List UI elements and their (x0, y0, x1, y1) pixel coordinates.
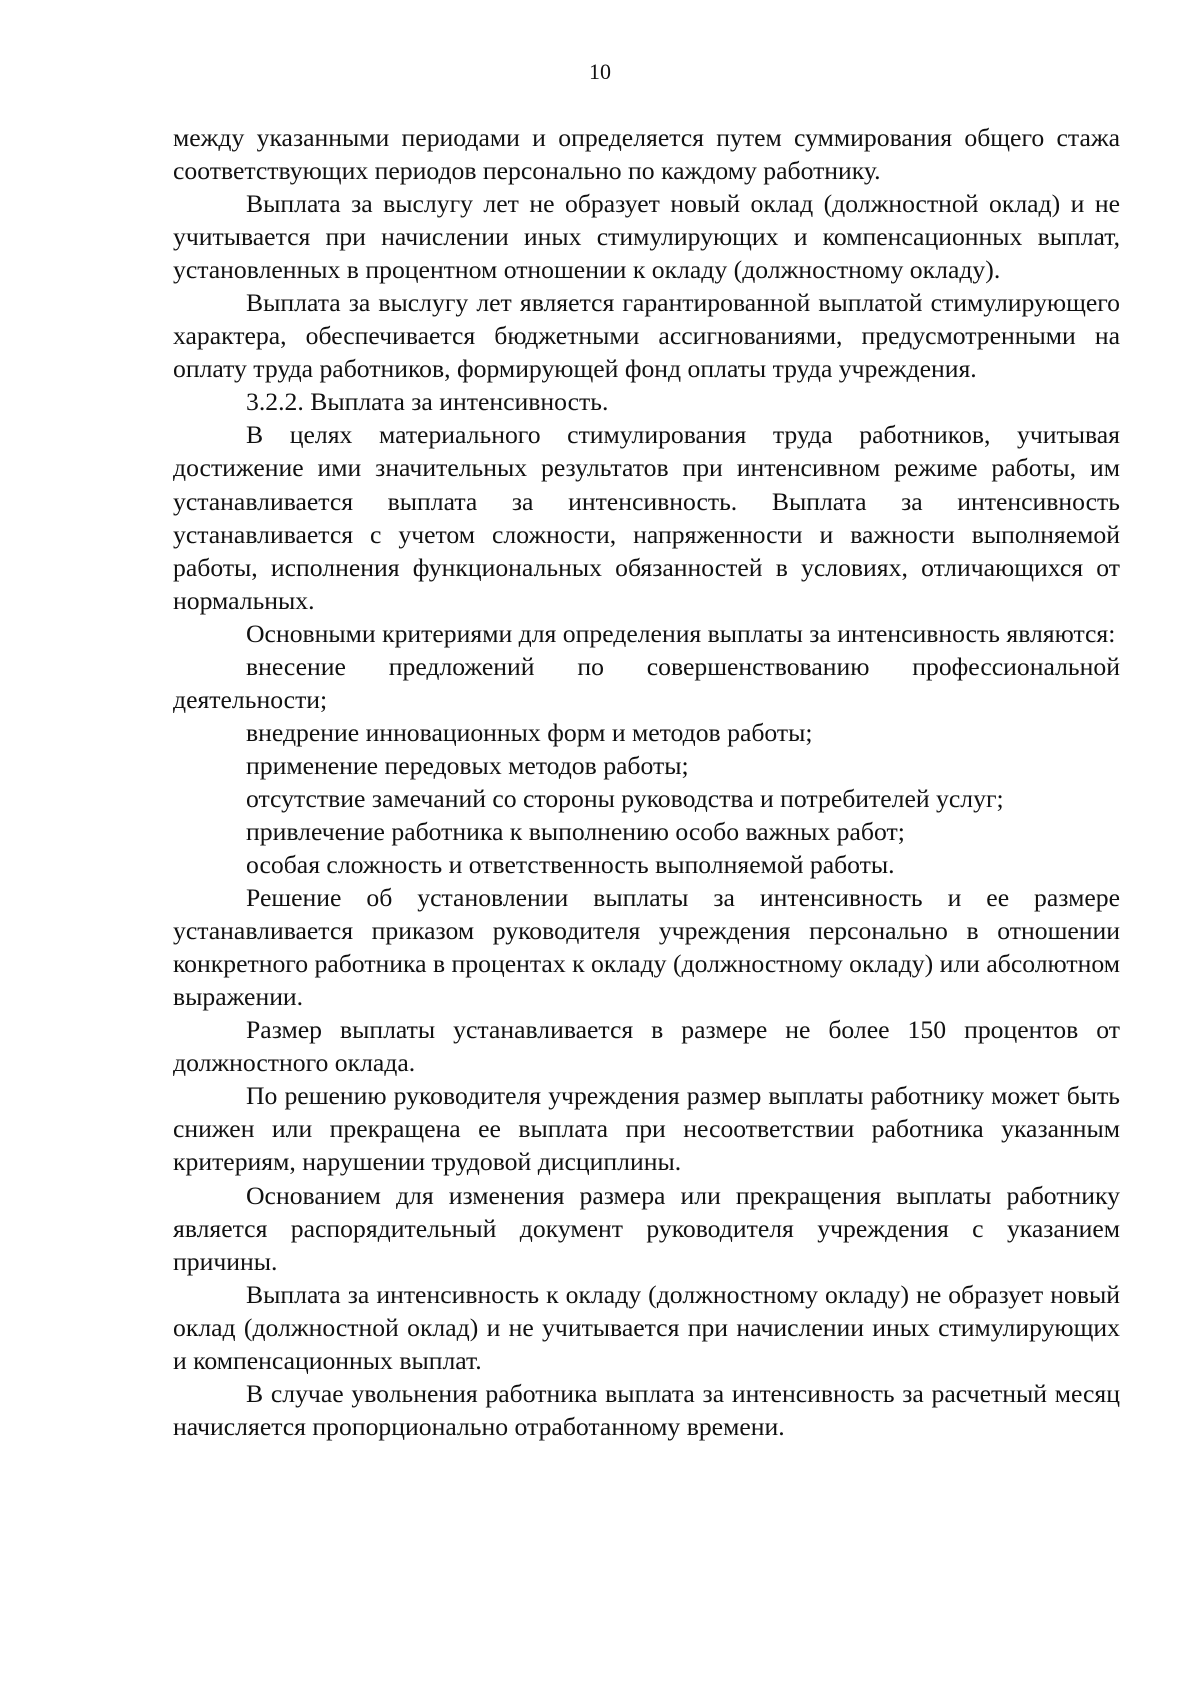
paragraph: Выплата за выслугу лет является гарантированной выплатой стимулирующего характера, обеспечивается бюджетными ассигнованиями, предусмотренными на оплату труда работников, формирующей фонд оплаты труда учреждения. (173, 288, 1120, 384)
paragraph: Размер выплаты устанавливается в размере не более 150 процентов от должностного оклада. (173, 1015, 1120, 1078)
section-heading: 3.2.2. Выплата за интенсивность. (246, 387, 609, 417)
paragraph: Основными критериями для определения выплаты за интенсивность являются: (246, 618, 1116, 648)
criteria-item: особая сложность и ответственность выполняемой работы. (246, 850, 895, 880)
paragraph: В случае увольнения работника выплата за интенсивность за расчетный месяц начисляется пропорционально отработанному времени. (173, 1378, 1120, 1441)
paragraph: Выплата за интенсивность к окладу (должностному окладу) не образует новый оклад (должностной оклад) и не учитывается при начислении иных стимулирующих и компенсационных выплат. (173, 1279, 1120, 1375)
paragraph: между указанными периодами и определяется путем суммирования общего стажа соответствующих периодов персонально по каждому работнику. (173, 123, 1120, 186)
criteria-item: отсутствие замечаний со стороны руководства и потребителей услуг; (246, 783, 1004, 813)
document-body (173, 121, 1120, 1443)
criteria-item: применение передовых методов работы; (246, 750, 689, 780)
paragraph: Выплата за выслугу лет не образует новый оклад (должностной оклад) и не учитывается при начислении иных стимулирующих и компенсационных выплат, установленных в процентном отношении к окладу (должностному окладу). (173, 189, 1120, 285)
paragraph: Решение об установлении выплаты за интенсивность и ее размере устанавливается приказом руководителя учреждения персонально в отношении конкретного работника в процентах к окладу (должностному окладу) или абсолютном выражении. (173, 883, 1120, 1012)
page-number: 10 (589, 59, 611, 84)
paragraph: В целях материального стимулирования труда работников, учитывая достижение ими значительных результатов при интенсивном режиме работы, им устанавливается выплата за интенсивность. Выплата за интенсивность устанавливается с учетом сложности, напряженности и важности выполняемой работы, исполнения функциональных обязанностей в условиях, отличающихся от нормальных. (173, 420, 1120, 615)
paragraph: По решению руководителя учреждения размер выплаты работнику может быть снижен или прекращена ее выплата при несоответствии работника указанным критериям, нарушении трудовой дисциплины. (173, 1081, 1120, 1177)
paragraph: Основанием для изменения размера или прекращения выплаты работнику является распорядительный документ руководителя учреждения с указанием причины. (173, 1180, 1120, 1276)
criteria-item: внесение предложений по совершенствованию профессиональной деятельности; (173, 651, 1120, 714)
criteria-item: привлечение работника к выполнению особо важных работ; (246, 816, 905, 846)
criteria-item: внедрение инновационных форм и методов работы; (246, 717, 813, 747)
